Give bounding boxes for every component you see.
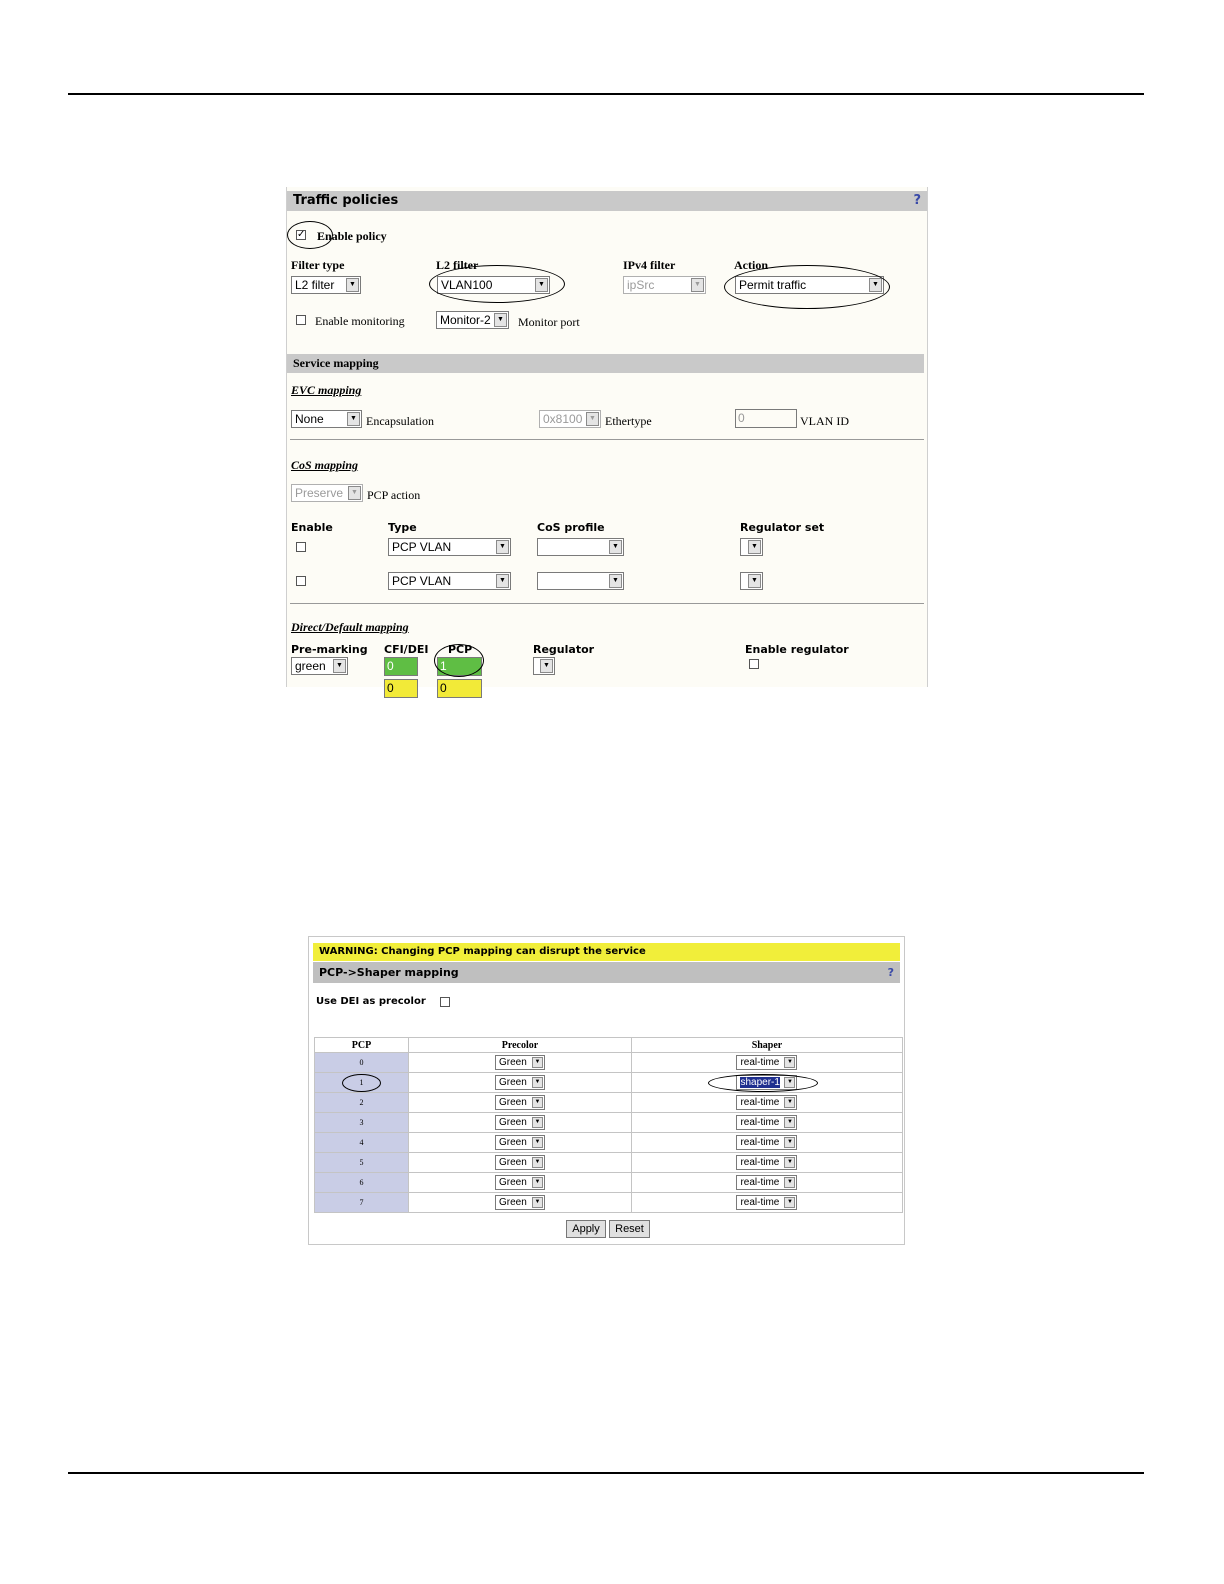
precolor-select[interactable] bbox=[495, 1075, 545, 1090]
regulator-select[interactable] bbox=[533, 657, 555, 675]
encapsulation-select[interactable] bbox=[291, 410, 362, 428]
shaper-select[interactable] bbox=[736, 1175, 797, 1190]
cos-row-2-type-value: PCP VLAN bbox=[392, 574, 452, 588]
chevron-down-icon: ▼ bbox=[784, 1137, 795, 1148]
shaper-select[interactable] bbox=[736, 1155, 797, 1170]
column-header-pcp: PCP bbox=[315, 1038, 409, 1053]
top-rule bbox=[68, 93, 1144, 95]
regulator-set-header: Regulator set bbox=[740, 521, 825, 534]
chevron-down-icon: ▼ bbox=[691, 278, 704, 292]
shaper-select[interactable] bbox=[736, 1195, 797, 1210]
premarking-select[interactable] bbox=[291, 657, 348, 675]
chevron-down-icon: ▼ bbox=[784, 1097, 795, 1108]
precolor-cell bbox=[409, 1193, 632, 1213]
cfi-dei-header: CFI/DEI bbox=[384, 643, 429, 656]
cos-row-1-type-select[interactable] bbox=[388, 538, 511, 556]
shaper-value: real-time bbox=[740, 1197, 780, 1209]
chevron-down-icon: ▼ bbox=[535, 278, 548, 292]
traffic-policies-title: Traffic policies bbox=[293, 193, 399, 208]
checkmark-icon: ✓ bbox=[297, 229, 306, 240]
cos-mapping-title: CoS mapping bbox=[291, 458, 359, 472]
chevron-down-icon: ▼ bbox=[347, 412, 360, 426]
pcp-header: PCP bbox=[448, 643, 473, 656]
service-mapping-header bbox=[287, 354, 924, 373]
chevron-down-icon: ▼ bbox=[869, 278, 882, 292]
monitor-port-label: Monitor port bbox=[518, 315, 580, 329]
shaper-select[interactable] bbox=[736, 1135, 797, 1150]
ipv4-filter-value: ipSrc bbox=[627, 278, 655, 292]
chevron-down-icon: ▼ bbox=[532, 1077, 543, 1088]
pcp-input-1[interactable]: 1 bbox=[437, 657, 482, 676]
precolor-value: Green bbox=[498, 1197, 527, 1209]
chevron-down-icon: ▼ bbox=[532, 1197, 543, 1208]
pcp-cell: 0 bbox=[315, 1053, 409, 1073]
table-row bbox=[315, 1093, 903, 1113]
shaper-select[interactable] bbox=[736, 1115, 797, 1130]
pcp-cell: 1 bbox=[315, 1073, 409, 1093]
table-row bbox=[315, 1113, 903, 1133]
precolor-value: Green bbox=[498, 1177, 527, 1189]
pcp-shaper-header bbox=[313, 962, 900, 983]
cos-type-header: Type bbox=[388, 521, 417, 534]
chevron-down-icon: ▼ bbox=[586, 412, 599, 426]
chevron-down-icon: ▼ bbox=[532, 1137, 543, 1148]
shaper-cell bbox=[631, 1153, 902, 1173]
shaper-value: real-time bbox=[740, 1157, 780, 1169]
ethertype-value: 0x8100 bbox=[543, 412, 583, 426]
precolor-value: Green bbox=[498, 1097, 527, 1109]
chevron-down-icon: ▼ bbox=[748, 574, 761, 588]
chevron-down-icon: ▼ bbox=[532, 1117, 543, 1128]
pcp-input-2[interactable]: 0 bbox=[437, 679, 482, 698]
precolor-select[interactable] bbox=[495, 1175, 545, 1190]
pcp-cell: 7 bbox=[315, 1193, 409, 1213]
shaper-cell bbox=[631, 1193, 902, 1213]
chevron-down-icon: ▼ bbox=[784, 1157, 795, 1168]
cos-row-2-type-select[interactable] bbox=[388, 572, 511, 590]
precolor-value: Green bbox=[498, 1137, 527, 1149]
column-header-shaper: Shaper bbox=[631, 1038, 902, 1053]
precolor-cell bbox=[409, 1153, 632, 1173]
ipv4-filter-label: IPv4 filter bbox=[623, 258, 676, 272]
shaper-cell bbox=[631, 1073, 902, 1093]
filter-type-value: L2 filter bbox=[295, 278, 335, 292]
shaper-cell bbox=[631, 1093, 902, 1113]
precolor-value: Green bbox=[498, 1077, 527, 1089]
table-header-row bbox=[315, 1038, 903, 1053]
enable-monitoring-label: Enable monitoring bbox=[315, 314, 405, 328]
reset-button[interactable]: Reset bbox=[609, 1220, 650, 1238]
precolor-cell bbox=[409, 1133, 632, 1153]
chevron-down-icon: ▼ bbox=[532, 1177, 543, 1188]
shaper-select[interactable] bbox=[736, 1095, 797, 1110]
chevron-down-icon: ▼ bbox=[748, 540, 761, 554]
precolor-select[interactable] bbox=[495, 1055, 545, 1070]
chevron-down-icon: ▼ bbox=[784, 1177, 795, 1188]
cos-row-2-profile-select[interactable] bbox=[537, 572, 624, 590]
shaper-cell bbox=[631, 1113, 902, 1133]
cos-enable-header: Enable bbox=[291, 521, 333, 534]
chevron-down-icon: ▼ bbox=[784, 1117, 795, 1128]
shaper-value: shaper-1 bbox=[740, 1077, 780, 1089]
pcp-cell: 3 bbox=[315, 1113, 409, 1133]
chevron-down-icon: ▼ bbox=[496, 574, 509, 588]
pcp-cell: 6 bbox=[315, 1173, 409, 1193]
highlight-ring-action bbox=[724, 265, 890, 309]
filter-type-label: Filter type bbox=[291, 258, 345, 272]
highlight-ring-pcp-1 bbox=[342, 1074, 381, 1092]
chevron-down-icon: ▼ bbox=[348, 486, 361, 500]
precolor-select[interactable] bbox=[495, 1135, 545, 1150]
divider bbox=[290, 603, 924, 604]
encapsulation-value: None bbox=[295, 412, 324, 426]
chevron-down-icon: ▼ bbox=[532, 1157, 543, 1168]
chevron-down-icon: ▼ bbox=[540, 659, 553, 673]
ethertype-label: Ethertype bbox=[605, 414, 652, 428]
pcp-action-select[interactable] bbox=[291, 484, 363, 502]
precolor-value: Green bbox=[498, 1157, 527, 1169]
pcp-cell: 4 bbox=[315, 1133, 409, 1153]
precolor-cell bbox=[409, 1053, 632, 1073]
action-value: Permit traffic bbox=[739, 278, 807, 292]
chevron-down-icon: ▼ bbox=[784, 1077, 795, 1088]
cos-row-1-type-value: PCP VLAN bbox=[392, 540, 452, 554]
chevron-down-icon: ▼ bbox=[346, 278, 359, 292]
enable-regulator-header: Enable regulator bbox=[745, 643, 849, 656]
precolor-cell bbox=[409, 1073, 632, 1093]
shaper-value: real-time bbox=[740, 1177, 780, 1189]
shaper-value: real-time bbox=[740, 1057, 780, 1069]
cos-row-2-enable-checkbox[interactable] bbox=[296, 576, 306, 586]
monitor-select[interactable] bbox=[436, 311, 509, 329]
encapsulation-label: Encapsulation bbox=[366, 414, 434, 428]
enable-regulator-checkbox[interactable] bbox=[749, 659, 759, 669]
enable-policy-label: Enable policy bbox=[317, 229, 387, 243]
apply-button[interactable]: Apply bbox=[566, 1220, 606, 1238]
chevron-down-icon: ▼ bbox=[494, 313, 507, 327]
warning-banner: WARNING: Changing PCP mapping can disrupt the service bbox=[313, 943, 900, 961]
precolor-select[interactable] bbox=[495, 1095, 545, 1110]
chevron-down-icon: ▼ bbox=[784, 1057, 795, 1068]
table-row bbox=[315, 1053, 903, 1073]
use-dei-checkbox[interactable] bbox=[440, 997, 450, 1007]
vlan-id-input[interactable]: 0 bbox=[735, 409, 797, 428]
column-header-precolor: Precolor bbox=[409, 1038, 632, 1053]
bottom-rule bbox=[68, 1472, 1144, 1474]
highlight-ring-shaper bbox=[708, 1074, 818, 1092]
ethertype-select[interactable] bbox=[539, 410, 601, 428]
chevron-down-icon: ▼ bbox=[609, 574, 622, 588]
precolor-cell bbox=[409, 1113, 632, 1133]
precolor-value: Green bbox=[498, 1117, 527, 1129]
shaper-select[interactable] bbox=[736, 1055, 797, 1070]
shaper-cell bbox=[631, 1053, 902, 1073]
highlight-ring-l2-filter bbox=[429, 265, 565, 303]
traffic-policies-header bbox=[287, 191, 927, 211]
premarking-header: Pre-marking bbox=[291, 643, 368, 656]
traffic-policies-panel bbox=[286, 187, 928, 695]
enable-monitoring-checkbox[interactable] bbox=[296, 315, 306, 325]
precolor-select[interactable] bbox=[495, 1115, 545, 1130]
direct-default-title: Direct/Default mapping bbox=[291, 620, 409, 634]
chevron-down-icon: ▼ bbox=[609, 540, 622, 554]
monitor-value: Monitor-2 bbox=[440, 313, 491, 327]
regulator-header: Regulator bbox=[533, 643, 595, 656]
l2-filter-label: L2 filter bbox=[436, 258, 479, 272]
evc-mapping-title: EVC mapping bbox=[291, 383, 362, 397]
chevron-down-icon: ▼ bbox=[532, 1057, 543, 1068]
pcp-action-label: PCP action bbox=[367, 488, 421, 502]
table-row bbox=[315, 1153, 903, 1173]
cos-row-1-enable-checkbox[interactable] bbox=[296, 542, 306, 552]
use-dei-label: Use DEI as precolor bbox=[316, 996, 426, 1007]
highlight-ring-pcp bbox=[434, 644, 484, 677]
table-row bbox=[315, 1133, 903, 1153]
pcp-cell: 5 bbox=[315, 1153, 409, 1173]
pcp-shaper-rows bbox=[315, 1053, 903, 1213]
cos-profile-header: CoS profile bbox=[537, 521, 605, 534]
shaper-value: real-time bbox=[740, 1097, 780, 1109]
ipv4-filter-select[interactable] bbox=[623, 276, 706, 294]
precolor-cell bbox=[409, 1093, 632, 1113]
premarking-value: green bbox=[295, 659, 326, 673]
cfi-dei-input-1[interactable]: 0 bbox=[384, 657, 418, 676]
cos-row-1-profile-select[interactable] bbox=[537, 538, 624, 556]
table-row bbox=[315, 1073, 903, 1093]
precolor-select[interactable] bbox=[495, 1155, 545, 1170]
chevron-down-icon: ▼ bbox=[496, 540, 509, 554]
filter-type-select[interactable] bbox=[291, 276, 361, 294]
pcp-shaper-table bbox=[314, 1037, 903, 1213]
l2-filter-value: VLAN100 bbox=[441, 278, 493, 292]
shaper-value: real-time bbox=[740, 1137, 780, 1149]
pcp-action-value: Preserve bbox=[295, 486, 344, 500]
shaper-value: real-time bbox=[740, 1117, 780, 1129]
cfi-dei-input-2[interactable]: 0 bbox=[384, 679, 418, 698]
pcp-shaper-panel bbox=[308, 936, 905, 1245]
pcp-shaper-title: PCP->Shaper mapping bbox=[319, 966, 459, 979]
divider bbox=[290, 439, 924, 440]
chevron-down-icon: ▼ bbox=[532, 1097, 543, 1108]
action-label: Action bbox=[734, 258, 768, 272]
pcp-cell: 2 bbox=[315, 1093, 409, 1113]
help-icon[interactable]: ? bbox=[887, 966, 894, 979]
cos-row-2-regulator-select[interactable] bbox=[740, 572, 763, 590]
shaper-cell bbox=[631, 1173, 902, 1193]
precolor-select[interactable] bbox=[495, 1195, 545, 1210]
chevron-down-icon: ▼ bbox=[784, 1197, 795, 1208]
service-mapping-title: Service mapping bbox=[293, 356, 379, 370]
cos-row-1-regulator-select[interactable] bbox=[740, 538, 763, 556]
chevron-down-icon: ▼ bbox=[333, 659, 346, 673]
help-icon[interactable]: ? bbox=[913, 193, 921, 208]
precolor-cell bbox=[409, 1173, 632, 1193]
shaper-cell bbox=[631, 1133, 902, 1153]
vlan-id-label: VLAN ID bbox=[800, 414, 849, 428]
table-row bbox=[315, 1173, 903, 1193]
table-row bbox=[315, 1193, 903, 1213]
precolor-value: Green bbox=[498, 1057, 527, 1069]
